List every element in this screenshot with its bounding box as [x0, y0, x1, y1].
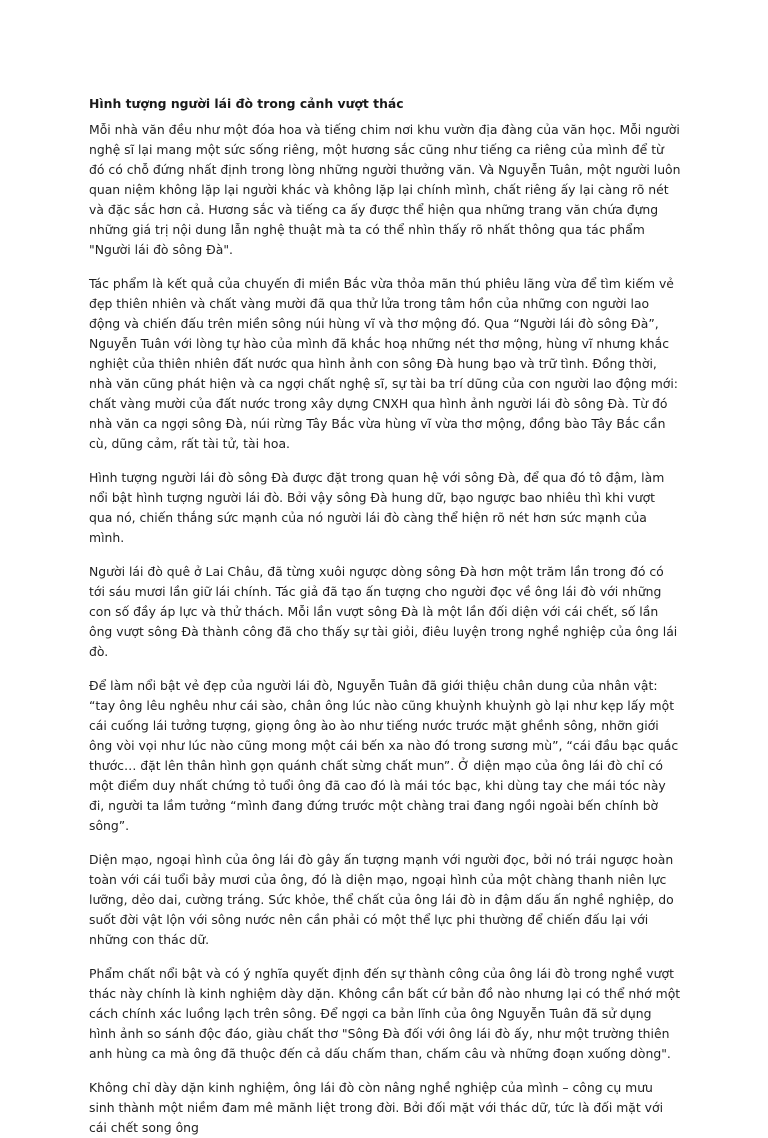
paragraph-8: Không chỉ dày dặn kinh nghiệm, ông lái đò còn nâng nghề nghiệp của mình – công cụ mưu sinh thành một niềm đam mê mãnh liệt trong đời. Bởi đối mặt với thác dữ, tức là đối mặt với cái chết song ông: [89, 1080, 664, 1135]
paragraph-2: Tác phẩm là kết quả của chuyến đi miền Bắc vừa thỏa mãn thú phiêu lãng vừa để tìm kiếm vẻ đẹp thiên nhiên và chất vàng mười đã qua thử lửa trong tâm hồn của những con người lao động và chiến đấu trên miền sông núi hùng vĩ và thơ mộng đó. Qua “Người lái đò sông Đà”, Nguyễn Tuân với lòng tự hào của mình đã khắc hoạ những nét thơ mộng, hùng vĩ nhưng khắc nghiệt của thiên nhiên đất nước qua hình ảnh con sông Đà hung bạo và trữ tình. Đồng thời, nhà văn cũng phát hiện và ca ngợi chất nghệ sĩ, sự tài ba trí dũng của con người lao động mới: chất vàng mười của đất nước trong xây dựng CNXH qua hình ảnh người lái đò sông Đà. Từ đó nhà văn ca ngợi sông Đà, núi rừng Tây Bắc vừa hùng vĩ vừa thơ mộng, đồng bào Tây Bắc cần cù, dũng cảm, rất tài tử, tài hoa.: [89, 276, 678, 451]
paragraph-7: Phẩm chất nổi bật và có ý nghĩa quyết định đến sự thành công của ông lái đò trong nghề vượt thác này chính là kinh nghiệm dày dặn. Không cần bất cứ bản đồ nào nhưng lại có thể nhớ một cách chính xác luồng lạch trên sông. Để ngợi ca bản lĩnh của ông Nguyễn Tuân đã sử dụng hình ảnh so sánh độc đáo, giàu chất thơ "Sông Đà đối với ông lái đò ấy, như một trường thiên anh hùng ca mà ông đã thuộc đến cả dấu chấm than, chấm câu và những đoạn xuống dòng".: [89, 966, 681, 1061]
document-title: Hình tượng người lái đò trong cảnh vượt thác: [89, 96, 404, 111]
paragraph-5: Để làm nổi bật vẻ đẹp của người lái đò, Nguyễn Tuân đã giới thiệu chân dung của nhân vật: “tay ông lêu nghêu như cái sào, chân ông lúc nào cũng khuỳnh khuỳnh gò lại như kẹp lấy một cái cuống lái tưởng tượng, giọng ông ào ào như tiếng nước trước mặt ghềnh sông, nhỡn giới ông vòi vọi như lúc nào cũng mong một cái bến xa nào đó trong sương mù”, “cái đầu bạc quắc thước… đặt lên thân hình gọn quánh chất sừng chất mun”. Ở diện mạo của ông lái đò chỉ có một điểm duy nhất chứng tỏ tuổi ông đã cao đó là mái tóc bạc, khi dùng tay che mái tóc này đi, người ta lầm tưởng “mình đang đứng trước một chàng trai đang ngồi ngoài bến chính bờ sông”.: [89, 678, 679, 833]
paragraph-6: Diện mạo, ngoại hình của ông lái đò gây ấn tượng mạnh với người đọc, bởi nó trái ngược hoàn toàn với cái tuổi bảy mươi của ông, đó là diện mạo, ngoại hình của một chàng thanh niên lực lưỡng, dẻo dai, cường tráng. Sức khỏe, thể chất của ông lái đò in đậm dấu ấn nghề nghiệp, do suốt đời vật lộn với sông nước nên cần phải có một thể lực phi thường để chiến đấu lại với những con thác dữ.: [89, 852, 674, 947]
paragraph-4: Người lái đò quê ở Lai Châu, đã từng xuôi ngược dòng sông Đà hơn một trăm lần trong đó có tới sáu mươi lần giữ lái chính. Tác giả đã tạo ấn tượng cho người đọc về ông lái đò với những con số đầy áp lực và thử thách. Mỗi lần vượt sông Đà là một lần đối diện với cái chết, số lần ông vượt sông Đà thành công đã cho thấy sự tài giỏi, điêu luyện trong nghề nghiệp của ông lái đò.: [89, 564, 678, 659]
paragraph-1: Mỗi nhà văn đều như một đóa hoa và tiếng chim nơi khu vườn địa đàng của văn học. Mỗi người nghệ sĩ lại mang một sức sống riêng, một hương sắc cũng như tiếng ca riêng của mình để từ đó có chỗ đứng nhất định trong lòng những người thưởng văn. Và Nguyễn Tuân, một người luôn quan niệm không lặp lại người khác và không lặp lại chính mình, chất riêng ấy lại càng rõ nét và đặc sắc hơn cả. Hương sắc và tiếng ca ấy được thể hiện qua những trang văn chứa đựng những giá trị nội dung lẫn nghệ thuật mà ta có thể nhìn thấy rõ nhất thông qua tác phẩm "Người lái đò sông Đà".: [89, 122, 681, 257]
paragraph-3: Hình tượng người lái đò sông Đà được đặt trong quan hệ với sông Đà, để qua đó tô đậm, làm nổi bật hình tượng người lái đò. Bởi vậy sông Đà hung dữ, bạo ngược bao nhiêu thì khi vượt qua nó, chiến thắng sức mạnh của nó người lái đò càng thể hiện rõ nét hơn sức mạnh của mình.: [89, 470, 665, 545]
